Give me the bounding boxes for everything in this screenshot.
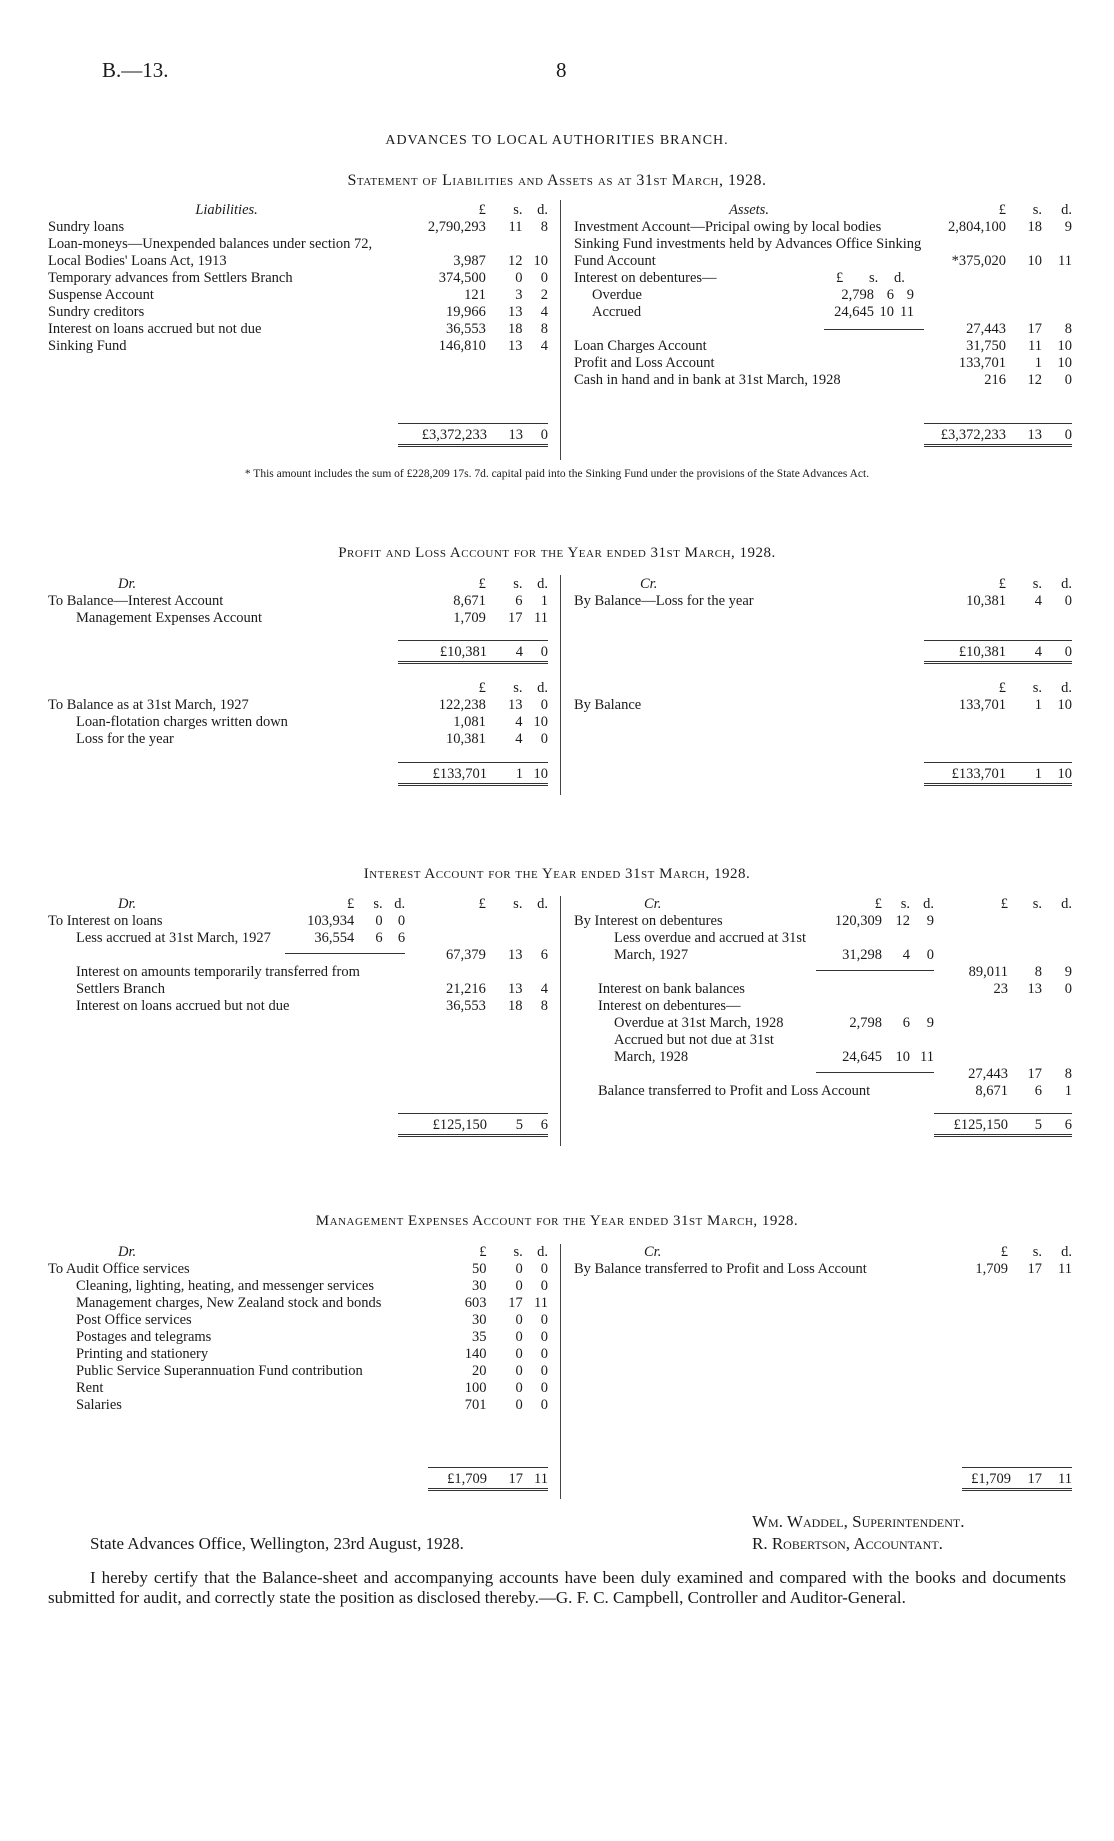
column-divider <box>560 575 561 795</box>
table-row: Loan-flotation charges written down 1,081 4 10 <box>76 714 548 730</box>
table-row: Management Expenses Account 1,709 17 11 <box>76 610 548 626</box>
table-row: 27,443 17 8 <box>574 1066 1072 1083</box>
table-row: Loss for the year 10,381 4 0 <box>76 731 548 747</box>
assets-heading: Assets. <box>729 202 769 218</box>
interest-dr-table: Dr. £ s. d. £ s. d. To Interest on loans 103,934 0 0 Less accrued at 31st March, 1927 36,554 6 6 67,379 13 6 Interest on amounts temporarily transferred from Settlers Branch 21,216 13 4 Interest on loans accrued but not due 36,553 18 8 <box>48 896 548 1014</box>
liabilities-total: £3,372,233 13 0 <box>398 423 548 447</box>
liabilities-heading: Liabilities. <box>195 202 258 218</box>
pl-dr-table-1: £ s. d. To Balance—Interest Account 8,671 6 1 Management Expenses Account 1,709 17 11 <box>48 576 548 626</box>
table-row: Loan-moneys—Unexpended balances under section 72, Local Bodies' Loans Act, 1913 3,987 12 10 <box>48 236 548 269</box>
assets-total: £3,372,233 13 0 <box>924 423 1072 447</box>
page-number: 8 <box>556 58 567 82</box>
table-row: By Balance 133,701 1 10 <box>574 697 1072 713</box>
interest-title: Interest Account for the Year ended 31st March, 1928. <box>363 866 751 882</box>
table-row: Interest on loans accrued but not due 36,553 18 8 <box>48 321 548 337</box>
table-row: By Balance—Loss for the year 10,381 4 0 <box>574 593 1072 609</box>
mgmt-cr-table: Cr. £ s. d. By Balance transferred to Profit and Loss Account 1,709 17 11 <box>574 1244 1072 1277</box>
table-row: Suspense Account 121 3 2 <box>48 287 548 303</box>
table-row: Salaries 701 0 0 <box>76 1397 548 1413</box>
table-row: Profit and Loss Account 133,701 1 10 <box>574 355 1072 371</box>
interest-dr-total: £125,150 5 6 <box>398 1113 548 1137</box>
table-row: Interest on loans accrued but not due 36,553 18 8 <box>76 998 548 1014</box>
interest-cr-total: £125,150 5 6 <box>934 1113 1072 1137</box>
table-row: Accrued 24,645 10 11 <box>592 304 914 320</box>
signature-accountant: R. Robertson, Accountant. <box>752 1534 943 1553</box>
col-shillings: s. <box>513 202 523 218</box>
balance-sheet-title: Statement of Liabilities and Assets as at 31st March, 1928. <box>347 172 767 189</box>
dr-label: Dr. <box>118 896 137 912</box>
col-pence: d. <box>537 202 548 218</box>
assets-table: Assets. £ s. d. Investment Account—Pricipal owing by local bodies 2,804,100 18 9 Sinking Fund investments held by Advances Office Sinking Fund Account *375,020 10 11 Interest on debentures— £ s. d. Overdue 2,798 6 9 Accrued 24,645 10 11 27,443 17 8 Loan Charges Account 31,750 11 10 Profit and Loss Account 133,701 1 10 Cash in hand and in bank at 31st March, 1928 216 12 0 <box>574 202 1072 388</box>
table-row: Post Office services 30 0 0 <box>76 1312 548 1328</box>
table-row: To Balance—Interest Account 8,671 6 1 <box>48 593 548 609</box>
table-row: Interest on bank balances 23 13 0 <box>598 981 1072 997</box>
table-row: Temporary advances from Settlers Branch 374,500 0 0 <box>48 270 548 286</box>
table-row: Postages and telegrams 35 0 0 <box>76 1329 548 1345</box>
table-row: By Balance transferred to Profit and Loss Account 1,709 17 11 <box>574 1261 1072 1277</box>
table-row: Interest on debentures— £ s. d. <box>574 270 905 286</box>
table-row: Overdue at 31st March, 1928 2,798 6 9 <box>614 1015 934 1031</box>
office-date: State Advances Office, Wellington, 23rd August, 1928. <box>90 1534 464 1553</box>
branch-title: ADVANCES TO LOCAL AUTHORITIES BRANCH. <box>385 133 729 148</box>
table-row: Less overdue and accrued at 31st March, 1927 31,298 4 0 <box>614 930 934 963</box>
table-row: By Interest on debentures 120,309 12 9 <box>574 913 934 929</box>
pl-cr-total-2: £133,701 1 10 <box>924 762 1072 786</box>
pl-dr-table-2: £ s. d. To Balance as at 31st March, 1927 122,238 13 0 Loan-flotation charges written down 1,081 4 10 Loss for the year 10,381 4 0 <box>48 680 548 747</box>
table-row: Management charges, New Zealand stock and bonds 603 17 11 <box>76 1295 548 1311</box>
table-row: Loan Charges Account 31,750 11 10 <box>574 338 1072 354</box>
column-divider <box>560 896 561 1146</box>
signature-superintendent: Wm. Waddel, Superintendent. <box>752 1512 965 1531</box>
table-row: Overdue 2,798 6 9 <box>592 287 914 303</box>
mgmt-cr-total: £1,709 17 11 <box>962 1467 1072 1491</box>
column-divider <box>560 1244 561 1499</box>
cr-label: Cr. <box>640 576 658 592</box>
mgmt-title: Management Expenses Account for the Year ended 31st March, 1928. <box>315 1213 799 1229</box>
profit-loss-title: Profit and Loss Account for the Year ended 31st March, 1928. <box>338 545 776 561</box>
footnote: * This amount includes the sum of £228,209 17s. 7d. capital paid into the Sinking Fund under the provisions of the State Advances Act. <box>244 468 870 480</box>
table-row: Investment Account—Pricipal owing by local bodies 2,804,100 18 9 <box>574 219 1072 235</box>
table-row: 89,011 8 9 <box>574 964 1072 981</box>
table-row: Interest on amounts temporarily transferred from Settlers Branch 21,216 13 4 <box>76 964 548 997</box>
page-ref: B.—13. <box>102 58 169 82</box>
table-row: Sundry creditors 19,966 13 4 <box>48 304 548 320</box>
table-row: Balance transferred to Profit and Loss Account 8,671 6 1 <box>598 1083 1072 1099</box>
mgmt-dr-table: Dr. £ s. d. To Audit Office services 50 0 0 Cleaning, lighting, heating, and messenger services 30 0 0 Management charges, New Zealand stock and bonds 603 17 11 Post Office services 30 0 0 Postages and telegrams 35 0 0 Printing and stationery 140 0 0 Public Service Superannuation Fund contribution 20 0 0 Rent 100 0 0 Salaries 701 0 0 <box>48 1244 548 1413</box>
col-pounds: £ <box>478 202 486 218</box>
table-row: Cash in hand and in bank at 31st March, 1928 216 12 0 <box>574 372 1072 388</box>
table-row: Printing and stationery 140 0 0 <box>76 1346 548 1362</box>
table-row: Accrued but not due at 31st March, 1928 24,645 10 11 <box>614 1032 934 1065</box>
table-row: To Balance as at 31st March, 1927 122,238 13 0 <box>48 697 548 713</box>
table-row: Sundry loans 2,790,293 11 8 <box>48 219 548 235</box>
table-row: To Audit Office services 50 0 0 <box>48 1261 548 1277</box>
audit-certificate: I hereby certify that the Balance-sheet and accompanying accounts have been duly examined and compared with the books and documents submitted for audit, and correctly state the position as disclosed thereby.—G. F. C. Campbell, Controller and Auditor-General. <box>48 1568 1066 1607</box>
table-row: Sinking Fund investments held by Advances Office Sinking Fund Account *375,020 10 11 <box>574 236 1072 269</box>
table-row: Cleaning, lighting, heating, and messenger services 30 0 0 <box>76 1278 548 1294</box>
pl-dr-total-2: £133,701 1 10 <box>398 762 548 786</box>
dr-label: Dr. <box>118 576 137 592</box>
table-row: Interest on debentures— <box>598 998 741 1014</box>
pl-cr-table-1: £ s. d. By Balance—Loss for the year 10,381 4 0 <box>574 576 1072 609</box>
table-row: 67,379 13 6 <box>48 947 548 964</box>
table-row: Less accrued at 31st March, 1927 36,554 6 6 <box>76 930 406 946</box>
table-row: Public Service Superannuation Fund contribution 20 0 0 <box>76 1363 548 1379</box>
table-row: Sinking Fund 146,810 13 4 <box>48 338 548 354</box>
pl-cr-table-2: £ s. d. By Balance 133,701 1 10 <box>574 680 1072 713</box>
cr-label: Cr. <box>644 896 662 912</box>
dr-label: Dr. <box>118 1244 137 1260</box>
column-divider <box>560 200 561 460</box>
table-row: Rent 100 0 0 <box>76 1380 548 1396</box>
liabilities-table <box>48 202 548 355</box>
pl-dr-total-1: £10,381 4 0 <box>398 640 548 664</box>
table-row: 27,443 17 8 <box>574 321 1072 338</box>
cr-label: Cr. <box>644 1244 662 1260</box>
interest-cr-table: Cr. £ s. d. £ s. d. By Interest on debentures 120,309 12 9 Less overdue and accrued at 31st March, 1927 31,298 4 0 89,011 8 9 Interest on bank balances 23 13 0 Interest on debentures— Overdue at 31st March, 1928 2,798 6 9 Accrued but not due at 31st March, 1928 24,645 10 11 27,443 17 8 Balance transferred to Profit and Loss Account 8,671 6 1 <box>574 896 1072 1099</box>
table-row: To Interest on loans 103,934 0 0 <box>48 913 406 929</box>
pl-cr-total-1: £10,381 4 0 <box>924 640 1072 664</box>
mgmt-dr-total: £1,709 17 11 <box>428 1467 548 1491</box>
